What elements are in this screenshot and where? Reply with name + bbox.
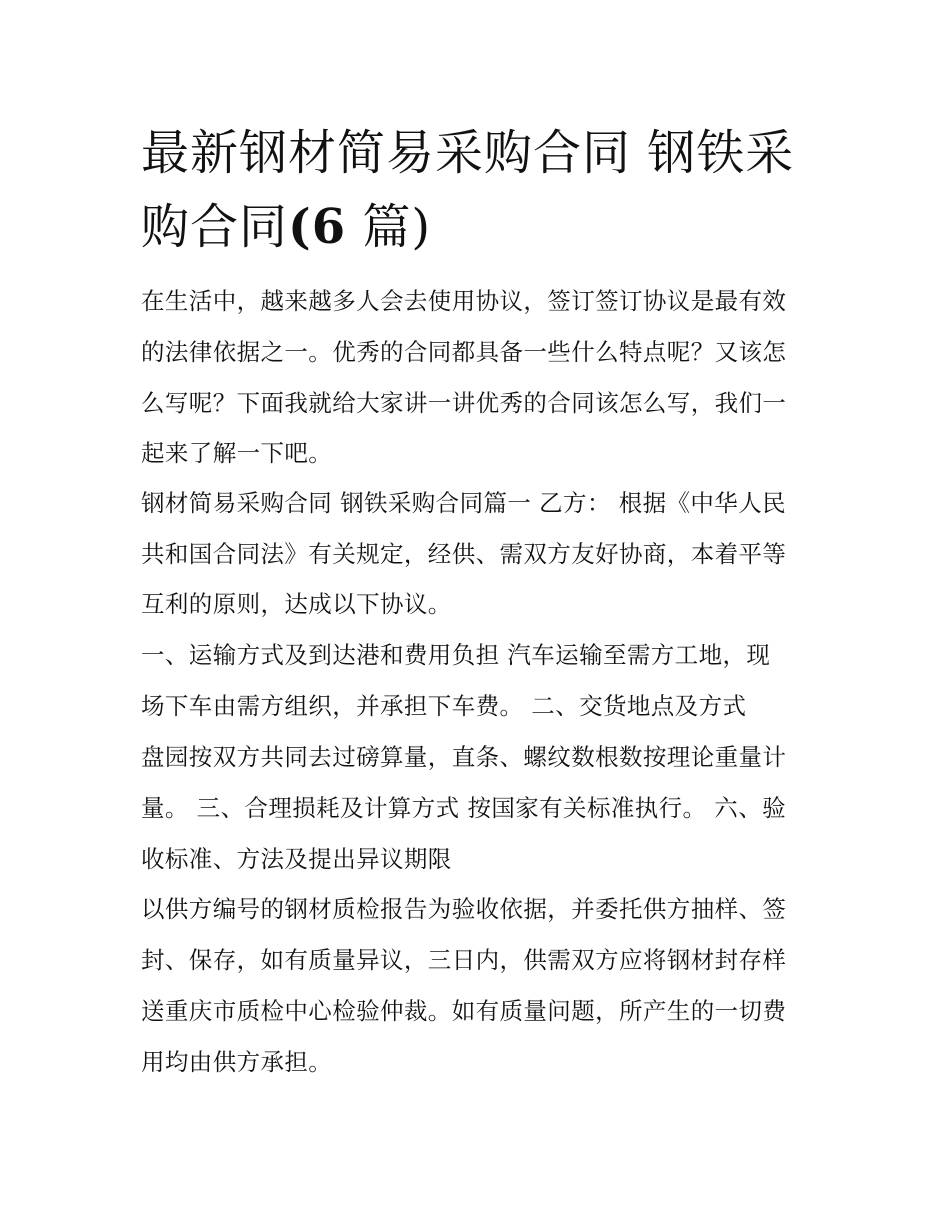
body-line: 收标准、方法及提出异议期限 bbox=[141, 845, 452, 873]
body-line: 量。 三、合理损耗及计算方式 按国家有关标准执行。 六、验 bbox=[141, 794, 787, 822]
body-line: 场下车由需方组织，并承担下车费。 二、交货地点及方式 bbox=[141, 692, 747, 720]
body-line: 用均由供方承担。 bbox=[141, 1048, 333, 1076]
title-line-2-count: (6 bbox=[288, 199, 347, 255]
body-line: 的法律依据之一。优秀的合同都具备一些什么特点呢？又该怎 bbox=[141, 338, 787, 366]
body-line: 在生活中，越来越多人会去使用协议，签订签订协议是最有效 bbox=[141, 287, 787, 315]
body-line: 以供方编号的钢材质检报告为验收依据，并委托供方抽样、签 bbox=[141, 895, 787, 923]
title-line-2-prefix: 购合同 bbox=[141, 199, 289, 255]
body-line: 盘园按双方共同去过磅算量，直条、螺纹数根数按理论重量计 bbox=[141, 743, 787, 771]
title-line-1: 最新钢材简易采购合同 钢铁采 bbox=[141, 125, 795, 181]
body-line: 起来了解一下吧。 bbox=[141, 439, 333, 467]
body-line: 封、保存，如有质量异议，三日内，供需双方应将钢材封存样 bbox=[141, 946, 787, 974]
body-line: 么写呢？下面我就给大家讲一讲优秀的合同该怎么写，我们一 bbox=[141, 389, 787, 417]
document-title bbox=[141, 116, 821, 264]
body-line: 共和国合同法》有关规定，经供、需双方友好协商，本着平等 bbox=[141, 540, 787, 568]
body-line: 钢材简易采购合同 钢铁采购合同篇一 乙方： 根据《中华人民 bbox=[141, 489, 787, 517]
body-line: 一、运输方式及到达港和费用负担 汽车运输至需方工地，现 bbox=[141, 641, 771, 669]
body-line: 互利的原则，达成以下协议。 bbox=[141, 590, 452, 618]
title-line-2-suffix: 篇) bbox=[346, 199, 432, 255]
body-line: 送重庆市质检中心检验仲裁。如有质量问题，所产生的一切费 bbox=[141, 997, 787, 1025]
